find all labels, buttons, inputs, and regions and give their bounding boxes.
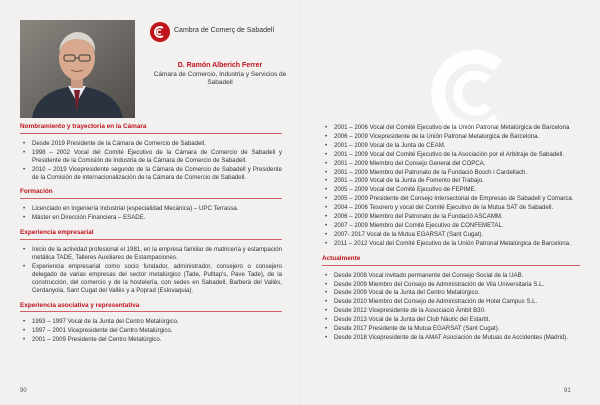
section-title: Experiencia empresarial [20,229,94,237]
list-item: • 2001 – 2009 Vocal de la Junta de Fomento del Trabajo. [334,177,580,185]
section-title: Actualmente [322,254,361,262]
list-item: • Desde 2008 Vocal invitado permanente del Consejo Social de la UAB. [334,272,580,280]
list-item: • 2006 – 2009 Miembro del Patronato de la Fundació ASCAMM. [334,213,580,221]
list-item: • 2006 – 2009 Vicepresidente de la Unión Patronal Metalúrgica de Barcelona. [334,133,580,141]
list-item: • Desde 2012 Vicepresidente de la Associació Àmbit B30. [334,307,580,315]
list-item: • 2001 – 2009 Presidente del Centro Metalúrgico. [32,336,282,344]
bullet-list [20,205,282,222]
list-item: • Experiencia empresarial como socio fundador, administrador, consejero o consejero delegado de varias empresas del sector metalúrgico (Tade, Pulltap's, Pave Tade), de la construcción, del comercio y de la hostelería, con sedes en Sabadell, Barberà del Vallès, Cerdanyola, Sant Cugat del Vallès y a Poprad (Eslovaquia). [32,263,282,295]
list-item: • 1998 – 2002 Vocal del Comité Ejecutivo de la Cámara de Comercio de Sabadell y Presidente de la Comisión de Industria de la Cámara de Comercio de Sabadell. [32,149,282,165]
section-divider [20,133,282,134]
section-divider [20,198,282,199]
person-name: D. Ramón Alberich Ferrer [177,62,263,69]
bullet-list [20,318,282,344]
list-item: • 2001 – 2009 Miembro del Consejo General del COPCA. [334,160,580,168]
bullet-list [322,272,580,342]
list-item: • Desde 2017 Presidente de la Mutua EGARSAT (Sant Cugat). [334,325,580,333]
chamber-logo-icon [150,22,170,42]
list-item: • 2005 – 2009 Presidente del Consejo Intersectorial de Empresas de Sabadell y Comarca. [334,195,580,203]
page-number: 90 [20,388,27,394]
list-item: • 2010 – 2019 Vicepresidente segundo de la Cámara de Comercio de Sabadell y Presidente de la Comisión de internacionalización de la Cámara de Comercio de Sabadell. [32,166,282,182]
section-experiencia-asociativa [20,302,282,345]
list-item: • 2005 – 2009 Vocal del Comité Ejecutivo de FEPIME. [334,186,580,194]
list-item: • 1993 – 1997 Vocal de la Junta del Centro Metalúrgico. [32,318,282,326]
section-divider [20,311,282,312]
list-item: • 2007 – 2009 Miembro del Comité Ejecutivo de CONFEMETAL. [334,222,580,230]
section-divider [322,265,580,266]
section-title: Formación [20,188,53,196]
right-column [322,124,580,349]
list-item: • 1997 – 2001 Vicepresidente del Centro Metalúrgico. [32,327,282,335]
list-item: • 2007- 2017 Vocal de la Mutua EGARSAT (Sant Cugat). [334,231,580,239]
list-item: • Desde 2019 Presidente de la Cámara de Comercio de Sabadell. [32,140,282,148]
page-number: 91 [564,388,571,394]
list-item: • Máster en Dirección Financiera – ESADE. [32,214,282,222]
list-item: • 2001 – 2009 Vocal del Comité Ejecutivo de la Asociación por el Arbitraje de Sabadell. [334,151,580,159]
bullet-list [20,140,282,182]
section-experiencia-empresarial [20,229,282,294]
chamber-logo [150,22,290,42]
right-page [300,0,600,405]
section-divider [20,239,282,240]
section-nombramiento [20,123,282,181]
list-item: • Desde 2018 Vicepresidente de la AMAT Asociación de Mutuas de Accidentes (Madrid). [334,334,580,342]
section-actualmente [322,255,580,342]
logo-text: Cambra de Comerç de Sabadell [174,27,274,34]
list-item: • Desde 2009 Miembro del Consejo de Administración de Vila Universitaria S.L. [334,281,580,289]
bullet-list [322,124,580,248]
list-item: • Inicio de la actividad profesional el 1981, en la empresa familiar de matricería y estampación metálica TADE, Talleres Auxiliares de Estampaciones. [32,246,282,262]
person-role: Cámara de Comercio, Industria y Servicios de Sabadell [153,71,287,87]
list-item: • 2001 – 2009 Vocal de la Junta de CEAM. [334,142,580,150]
section-formacion [20,188,282,222]
list-item: • Desde 2013 Vocal de la Junta del Club Nàutic del Estartit. [334,316,580,324]
section-title: Experiencia asociativa y representativa [20,301,140,309]
person-header [150,62,290,87]
list-item: • Desde 2009 Vocal de la Junta del Centro Metalúrgico. [334,289,580,297]
section-title: Nombramiento y trayectoria en la Cámara [20,123,147,130]
list-item: • Desde 2010 Miembro del Consejo de Administración de Hotel Campus S.L. [334,298,580,306]
list-item: • 2001 – 2006 Vocal del Comité Ejecutivo de la Unión Patronal Metalúrgica de Barcelona [334,124,580,132]
list-item: • Licenciado en Ingeniería Industrial (especialidad Mecánica) – UPC Terrassa. [32,205,282,213]
list-item: • 2001 – 2009 Miembro del Patronato de la Fundació Bosch i Cardellach. [334,169,580,177]
left-column [20,123,282,351]
list-item: • 2011 – 2012 Vocal del Comité Ejecutivo de la Unión Patronal Metalúrgica de Barcelona. [334,240,580,248]
list-item: • 2004 – 2006 Tesorero y vocal del Comité Ejecutivo de la Mutua SAT de Sabadell. [334,204,580,212]
bullet-list [20,246,282,294]
portrait-photo [20,20,135,118]
